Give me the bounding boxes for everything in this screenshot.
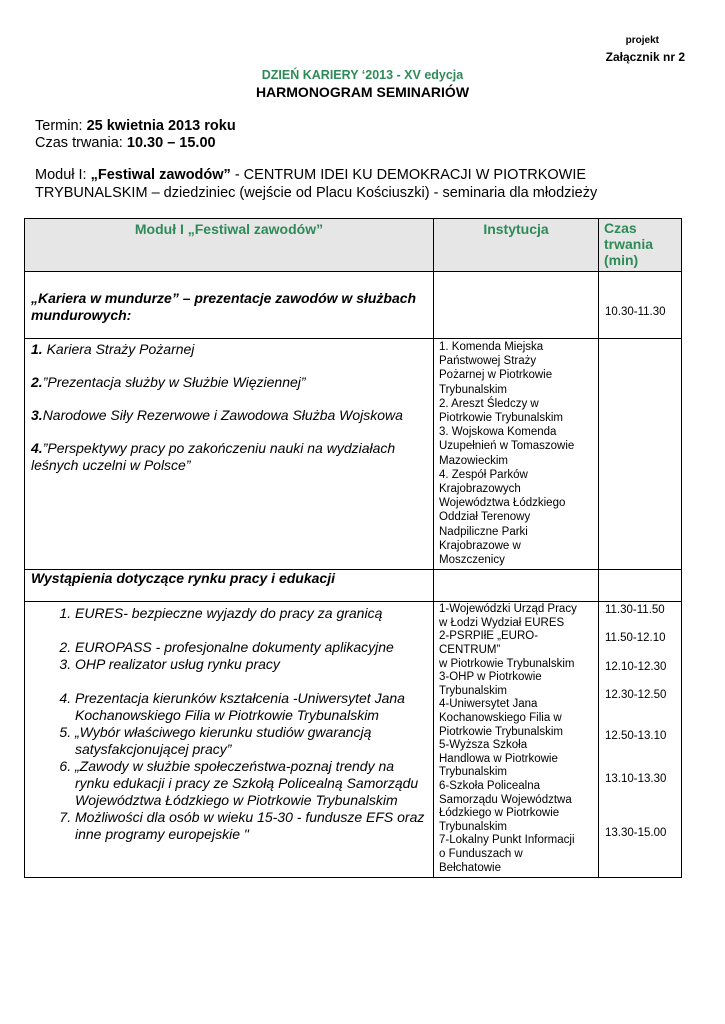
time-slot: 12.30-12.50	[605, 689, 667, 702]
list-item: 4.”Perspektywy pracy po zakończeniu nauki na wydziałach leśnych uczelni w Polsce”	[31, 440, 396, 473]
schedule-table	[24, 218, 682, 878]
termin-value: 25 kwietnia 2013 roku	[86, 118, 236, 134]
list-item: 7. Możliwości dla osób w wieku 15-30 - fundusze EFS oraz inne programy europejskie "	[75, 809, 429, 843]
institution-line: 2. Areszt Śledczy w	[439, 397, 539, 410]
institution-line: Bełchatowie	[439, 861, 502, 874]
institution-line: 4-Uniwersytet Jana	[439, 698, 538, 711]
termin-label: Termin:	[35, 118, 87, 134]
topic-list	[25, 339, 434, 570]
header-instytucja: Instytucja	[434, 219, 599, 272]
list-item: 5. „Wybór właściwego kierunku studiów gwarancją satysfakcjonującej pracy”	[75, 724, 429, 758]
empty-cell	[434, 570, 599, 602]
modul-rest: - CENTRUM IDEI KU DEMOKRACJI W PIOTRKOWIE TRYBUNALSKIM – dziedziniec (wejście od Placu Kościuszki) - seminaria dla młodzieży	[35, 167, 598, 201]
empty-cell	[599, 339, 682, 570]
header-modul: Moduł I „Festiwal zawodów”	[25, 219, 434, 272]
institution-line: 4. Zespół Parków	[439, 468, 528, 481]
institution-line: Nadpiliczne Parki	[439, 525, 528, 538]
termin-line	[35, 118, 236, 134]
institution-line: w Piotrkowie Trybunalskim	[439, 657, 575, 670]
modul-label: Moduł I:	[35, 167, 91, 183]
table-row	[25, 602, 682, 878]
modul-description	[35, 166, 685, 202]
topic-list	[25, 602, 434, 878]
institution-line: Trybunalskim	[439, 684, 507, 697]
list-item: 1. Kariera Straży Pożarnej	[31, 341, 195, 357]
time-cell: 10.30-11.30	[599, 272, 682, 339]
header-czas	[599, 219, 682, 272]
institution-line: Handlowa w Piotrkowie	[439, 752, 558, 765]
header-czas-line1: Czas	[604, 220, 637, 236]
projekt-label: projekt	[625, 35, 659, 46]
institution-line: Mazowieckim	[439, 454, 509, 467]
institution-line: 1. Komenda Miejska	[439, 341, 544, 353]
time-slot: 11.50-12.10	[605, 632, 666, 645]
empty-cell	[434, 272, 599, 339]
list-item: 3.Narodowe Siły Rezerwowe i Zawodowa Służba Wojskowa	[31, 407, 403, 423]
empty-cell	[599, 570, 682, 602]
institution-line: 3-OHP w Piotrkowie	[439, 671, 542, 684]
institution-line: Trybunalskim	[439, 766, 507, 779]
institution-line: 7-Lokalny Punkt Informacji	[439, 834, 575, 847]
list-item: 4. Prezentacja kierunków kształcenia -Uniwersytet Jana Kochanowskiego Filia w Piotrkowie Trybunalskim	[75, 690, 429, 724]
table-row	[25, 339, 682, 570]
table-row	[25, 272, 682, 339]
header-czas-line3: (min)	[604, 252, 639, 268]
czas-value: 10.30 – 15.00	[126, 135, 216, 151]
institution-line: Trybunalskim	[439, 383, 507, 396]
header-czas-line2: trwania	[604, 236, 654, 252]
list-item: 6. „Zawody w służbie społeczeństwa-poznaj trendy na rynku edukacji i pracy ze Szkołą Policealną Samorządu Województwa Łódzkiego w Piotrkowie Trybunalskim	[75, 758, 429, 809]
institution-line: 5-Wyższa Szkoła	[439, 739, 528, 752]
attachment-number: Załącznik nr 2	[605, 50, 685, 64]
institution-list	[434, 339, 599, 570]
institution-line: CENTRUM”	[439, 644, 501, 657]
institution-line: Oddział Terenowy	[439, 511, 531, 524]
time-slot: 12.50-13.10	[605, 730, 667, 743]
time-slot: 12.10-12.30	[605, 661, 667, 674]
table-header-row	[25, 219, 682, 272]
list-item: 3. OHP realizator usług rynku pracy	[75, 656, 429, 673]
page-title: HARMONOGRAM SEMINARIÓW	[255, 84, 470, 100]
section-title: „Kariera w mundurze” – prezentacje zawodów w służbach mundurowych:	[25, 272, 434, 339]
institution-line: Krajobrazowe w	[439, 539, 521, 552]
section-title: Wystąpienia dotyczące rynku pracy i edukacji	[25, 570, 434, 602]
institution-line: Pożarnej w Piotrkowie	[439, 369, 553, 382]
institution-list	[434, 602, 599, 878]
list-item: 1. EURES- bezpieczne wyjazdy do pracy za granicą	[75, 605, 429, 622]
institution-line: Województwa Łódzkiego	[439, 497, 566, 510]
czas-label: Czas trwania:	[35, 135, 127, 151]
table-row	[25, 570, 682, 602]
event-edition: DZIEŃ KARIERY ‘2013 - XV edycja	[261, 68, 464, 82]
institution-line: w Łodzi Wydział EURES	[439, 616, 565, 629]
institution-line: 2-PSRPIłE „EURO-	[439, 630, 539, 643]
list-item: 2. EUROPASS - profesjonalne dokumenty aplikacyjne	[75, 639, 429, 656]
list-item: 2.”Prezentacja służby w Służbie Więziennej”	[31, 374, 306, 390]
institution-line: 3. Wojskowa Komenda	[439, 426, 557, 439]
institution-line: Kochanowskiego Filia w	[439, 712, 562, 724]
institution-line: 6-Szkoła Policealna	[439, 779, 541, 792]
institution-line: Uzupełnień w Tomaszowie	[439, 440, 575, 453]
institution-line: Państwowej Straży	[439, 355, 537, 368]
institution-line: Trybunalskim	[439, 820, 507, 833]
institution-line: o Funduszach w	[439, 847, 523, 860]
institution-line: Moszczenicy	[439, 554, 505, 567]
time-slot: 13.10-13.30	[605, 773, 667, 786]
institution-line: 1-Wojewódzki Urząd Pracy	[439, 603, 577, 616]
institution-line: Łódzkiego w Piotrkowie	[439, 807, 560, 820]
czas-line	[35, 135, 216, 151]
institution-line: Krajobrazowych	[439, 483, 521, 496]
time-slot: 13.30-15.00	[605, 827, 667, 840]
modul-name: „Festiwal zawodów”	[90, 167, 231, 183]
time-list	[599, 602, 682, 878]
time-slot: 11.30-11.50	[605, 604, 665, 617]
institution-line: Piotrkowie Trybunalskim	[439, 412, 563, 425]
institution-line: Samorządu Województwa	[439, 793, 572, 806]
institution-line: Piotrkowie Trybunalskim	[439, 725, 563, 738]
